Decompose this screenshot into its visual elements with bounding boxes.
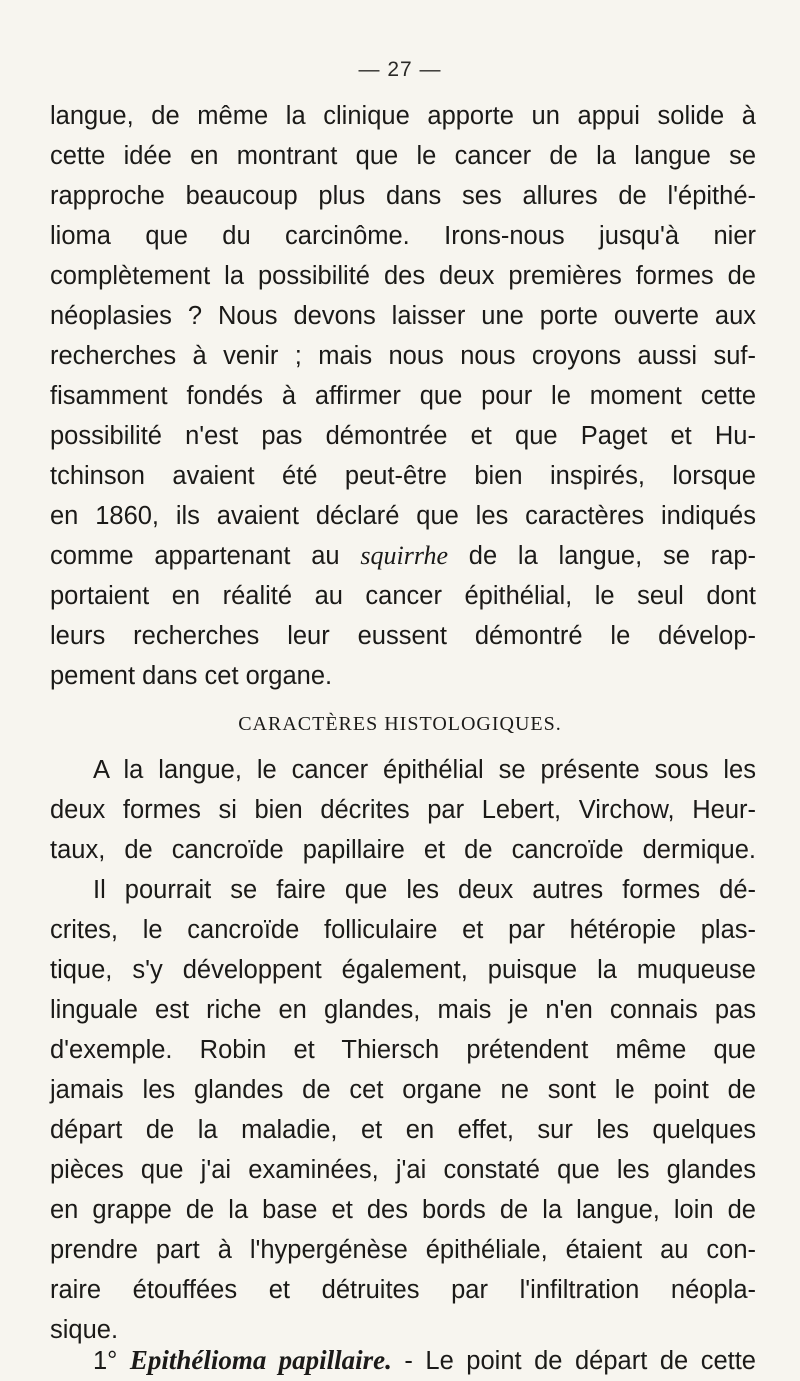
text-line	[50, 536, 756, 576]
text-line: tique, s'y développent également, puisque la muqueuse	[50, 956, 756, 984]
text-line: prendre part à l'hypergénèse épithéliale, étaient au con-	[50, 1236, 756, 1264]
text-line: crites, le cancroïde folliculaire et par hétéropie plas-	[50, 916, 756, 944]
text-line: tchinson avaient été peut-être bien inspirés, lorsque	[50, 462, 756, 490]
text-span: comme appartenant au	[50, 542, 361, 570]
text-span: - Le point de départ de cette	[391, 1347, 756, 1375]
text-line: néoplasies ? Nous devons laisser une porte ouverte aux	[50, 302, 756, 330]
text-line: sique.	[50, 1316, 119, 1344]
text-span: de la langue, se rap-	[448, 542, 756, 570]
text-line: possibilité n'est pas démontrée et que Paget et Hu-	[50, 422, 756, 450]
text-line: leurs recherches leur eussent démontré le dévelop-	[50, 622, 756, 650]
text-line: deux formes si bien décrites par Lebert, Virchow, Heur-	[50, 796, 756, 824]
text-line: en grappe de la base et des bords de la langue, loin de	[50, 1196, 756, 1224]
page-number: — 27 —	[358, 58, 442, 81]
text-line: taux, de cancroïde papillaire et de cancroïde dermique.	[50, 836, 756, 864]
text-line: recherches à venir ; mais nous nous croyons aussi suf-	[50, 342, 756, 370]
text-line: cette idée en montrant que le cancer de la langue se	[50, 142, 756, 170]
section-heading: CARACTÈRES HISTOLOGIQUES.	[238, 713, 562, 735]
text-line: rapproche beaucoup plus dans ses allures de l'épithé-	[50, 182, 756, 210]
text-line: départ de la maladie, et en effet, sur les quelques	[50, 1116, 756, 1144]
text-line: langue, de même la clinique apporte un appui solide à	[50, 102, 756, 130]
text-line	[93, 1340, 756, 1380]
text-line: jamais les glandes de cet organe ne sont le point de	[50, 1076, 756, 1104]
text-line: portaient en réalité au cancer épithélial, le seul dont	[50, 582, 756, 610]
text-line: Il pourrait se faire que les deux autres formes dé-	[93, 876, 756, 904]
text-line: raire étouffées et détruites par l'infiltration néopla-	[50, 1276, 756, 1304]
text-line: pement dans cet organe.	[50, 662, 333, 690]
italic-term: squirrhe	[360, 541, 449, 570]
text-line: lioma que du carcinôme. Irons-nous jusqu'à nier	[50, 222, 756, 250]
italic-term: Epithélioma papillaire.	[129, 1345, 392, 1375]
text-line: pièces que j'ai examinées, j'ai constaté que les glandes	[50, 1156, 756, 1184]
text-span: 1°	[93, 1347, 130, 1375]
text-line: A la langue, le cancer épithélial se présente sous les	[93, 756, 756, 784]
text-line: d'exemple. Robin et Thiersch prétendent même que	[50, 1036, 756, 1064]
text-line: linguale est riche en glandes, mais je n'en connais pas	[50, 996, 756, 1024]
text-line: complètement la possibilité des deux premières formes de	[50, 262, 756, 290]
text-line: fisamment fondés à affirmer que pour le moment cette	[50, 382, 756, 410]
text-line: en 1860, ils avaient déclaré que les caractères indiqués	[50, 502, 756, 530]
